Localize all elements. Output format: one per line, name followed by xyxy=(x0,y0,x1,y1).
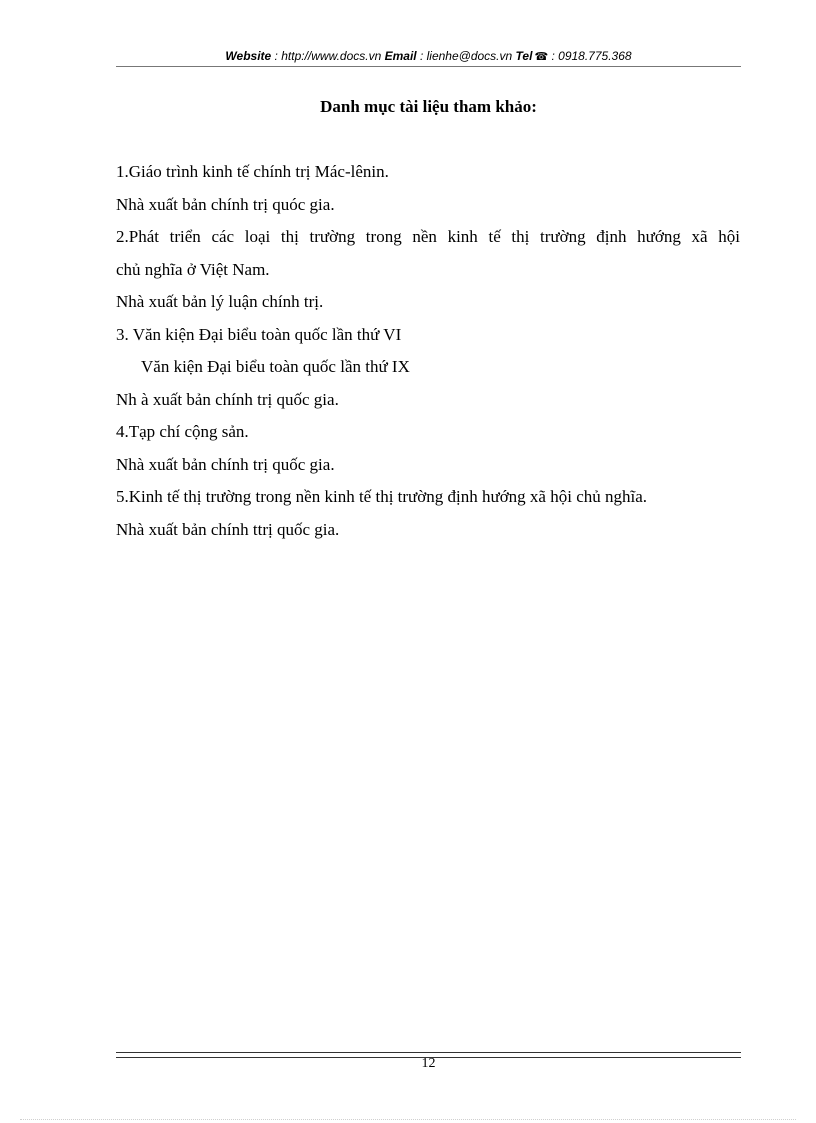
document-title: Danh mục tài liệu tham khảo: xyxy=(320,97,537,116)
website-label: Website xyxy=(225,49,272,63)
reference-line: chủ nghĩa ở Việt Nam. xyxy=(116,259,270,279)
reference-line: 3. Văn kiện Đại biểu toàn quốc lần thứ VI xyxy=(116,324,402,344)
reference-line: 1.Giáo trình kinh tế chính trị Mác-lênin. xyxy=(116,162,389,181)
reference-line: 2.Phát triển các loại thị trường trong nền kinh tế thị trường định hướng xã hội xyxy=(116,227,740,246)
reference-list xyxy=(116,156,740,546)
reference-line: Văn kiện Đại biểu toàn quốc lần thứ IX xyxy=(141,357,410,376)
telephone-icon: ☎ xyxy=(534,51,549,63)
reference-line: Nhà xuất bản chính ttrị quốc gia. xyxy=(116,519,340,539)
email-label: Email xyxy=(384,49,417,63)
tel-label: Tel xyxy=(515,49,533,63)
reference-line: 4.Tạp chí cộng sản. xyxy=(116,422,249,441)
page-bottom-border xyxy=(20,1119,796,1120)
reference-line: Nhà xuất bản lý luận chính trị. xyxy=(116,292,324,311)
reference-line: 5.Kinh tế thị trường trong nền kinh tế thị trường định hướng xã hội chủ nghĩa. xyxy=(116,487,648,506)
website-value: : http://www.docs.vn xyxy=(271,49,385,63)
tel-value: : 0918.775.368 xyxy=(548,49,632,63)
reference-line: Nhà xuất bản chính trị quốc gia. xyxy=(116,454,335,474)
reference-line: Nh à xuất bản chính trị quốc gia. xyxy=(116,389,339,409)
page-header xyxy=(116,46,741,67)
header-divider xyxy=(116,66,741,67)
reference-line: Nhà xuất bản chính trị quóc gia. xyxy=(116,194,335,214)
email-value: : lienhe@docs.vn xyxy=(416,49,516,63)
page-number: 12 xyxy=(421,1056,436,1071)
